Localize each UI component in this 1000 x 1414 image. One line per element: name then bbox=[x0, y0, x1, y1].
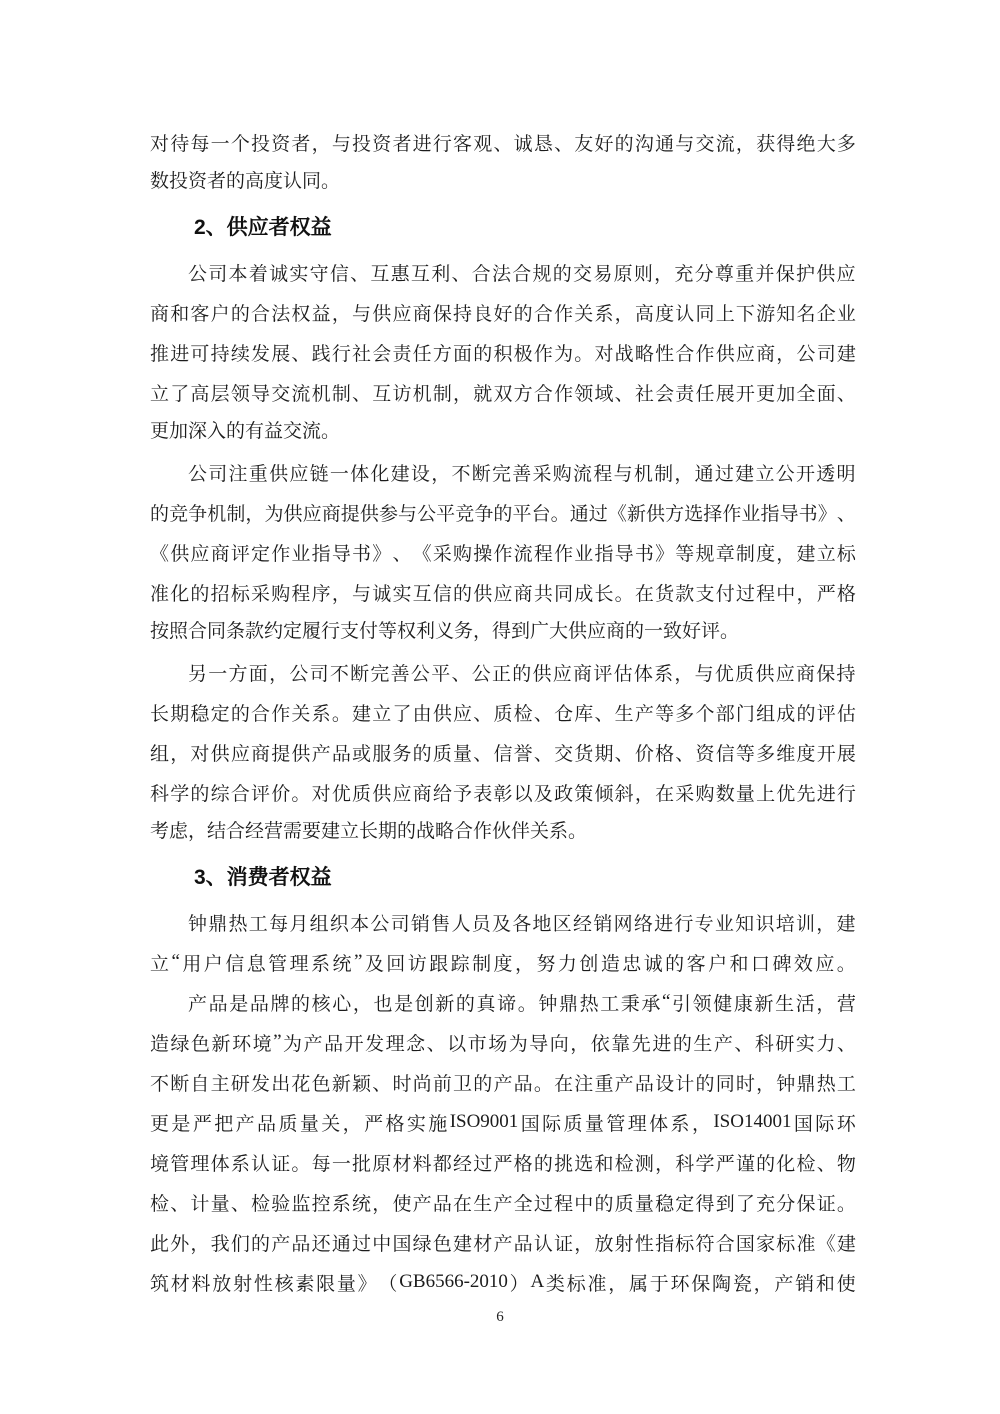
paragraph-investor-relations-continuation bbox=[150, 122, 856, 202]
text-line: 另 一 方 面 ， 公 司 不 断 完 善 公 平 、 公 正 的 供 应 商 评 估 体 系 ， 与 优 质 供 应 商 保 持 bbox=[188, 663, 856, 685]
heading-supplier-rights: 2、供应者权益 bbox=[194, 216, 332, 239]
text-line: 钟 鼎 热 工 每 月 组 织 本 公 司 销 售 人 员 及 各 地 区 经 销 网 络 进 行 专 业 知 识 培 训 ， 建 bbox=[188, 913, 856, 935]
paragraph-consumer-training bbox=[150, 902, 856, 982]
page-footer bbox=[0, 1308, 1000, 1326]
text-line: 《 供 应 商 评 定 作 业 指 导 书 》 、 《 采 购 操 作 流 程 作 业 指 导 书 》 等 规 章 制 度 ， 建 立 标 bbox=[150, 543, 856, 565]
text-line: 组 ， 对 供 应 商 提 供 产 品 或 服 务 的 质 量 、 信 誉 、 交 货 期 、 价 格 、 资 信 等 多 维 度 开 展 bbox=[150, 743, 856, 765]
text-line: 更加深入的有益交流。 bbox=[150, 421, 341, 442]
text-line: 此 外 ， 我 们 的 产 品 还 通 过 中 国 绿 色 建 材 产 品 认 证 ， 放 射 性 指 标 符 合 国 家 标 准 《 建 bbox=[150, 1233, 856, 1255]
text-line: 产 品 是 品 牌 的 核 心 ， 也 是 创 新 的 真 谛 。 钟 鼎 热 工 秉 承 “ 引 领 健 康 新 生 活 ， 营 bbox=[188, 991, 856, 1015]
paragraph-product-quality bbox=[150, 982, 856, 1302]
text-line: 数投资者的高度认同。 bbox=[150, 171, 341, 192]
text-line: 筑 材 料 放 射 性 核 素 限 量 》 （ GB6566-2010 ） A 类 标 准 ， 属 于 环 保 陶 瓷 ， 产 销 和 使 bbox=[150, 1271, 856, 1295]
text-line: 检 、 计 量 、 检 验 监 控 系 统 ， 使 产 品 在 生 产 全 过 程 中 的 质 量 稳 定 得 到 了 充 分 保 证 。 bbox=[150, 1193, 856, 1215]
text-line: 科 学 的 综 合 评 价 。 对 优 质 供 应 商 给 予 表 彰 以 及 政 策 倾 斜 ， 在 采 购 数 量 上 优 先 进 行 bbox=[150, 783, 856, 805]
text-line: 对 待 每 一 个 投 资 者 ， 与 投 资 者 进 行 客 观 、 诚 恳 、 友 好 的 沟 通 与 交 流 ， 获 得 绝 大 多 bbox=[150, 133, 856, 155]
document-content bbox=[150, 122, 856, 1302]
text-line: 立 了 高 层 领 导 交 流 机 制 、 互 访 机 制 ， 就 双 方 合 作 领 域 、 社 会 责 任 展 开 更 加 全 面 、 bbox=[150, 383, 856, 405]
heading-consumer-rights: 3、消费者权益 bbox=[194, 866, 332, 889]
text-line: 按照合同条款约定履行支付等权利义务，得到广大供应商的一致好评。 bbox=[150, 621, 740, 642]
text-line: 公 司 本 着 诚 实 守 信 、 互 惠 互 利 、 合 法 合 规 的 交 易 原 则 ， 充 分 尊 重 并 保 护 供 应 bbox=[188, 263, 856, 285]
text-line: 考虑，结合经营需要建立长期的战略合作伙伴关系。 bbox=[150, 821, 588, 842]
page-number: 6 bbox=[496, 1309, 504, 1325]
text-line: 更 是 严 把 产 品 质 量 关 ， 严 格 实 施 ISO9001 国 际 质 量 管 理 体 系 ， ISO14001 国 际 环 bbox=[150, 1111, 856, 1135]
text-line: 准 化 的 招 标 采 购 程 序 ， 与 诚 实 互 信 的 供 应 商 共 同 成 长 。 在 货 款 支 付 过 程 中 ， 严 格 bbox=[150, 583, 856, 605]
text-line: 推 进 可 持 续 发 展 、 践 行 社 会 责 任 方 面 的 积 极 作 为 。 对 战 略 性 合 作 供 应 商 ， 公 司 建 bbox=[150, 343, 856, 365]
text-line: 商 和 客 户 的 合 法 权 益 ， 与 供 应 商 保 持 良 好 的 合 作 关 系 ， 高 度 认 同 上 下 游 知 名 企 业 bbox=[150, 303, 856, 325]
paragraph-supplier-evaluation bbox=[150, 652, 856, 852]
text-line: 造 绿 色 新 环 境 ” 为 产 品 开 发 理 念 、 以 市 场 为 导 向 ， 依 靠 先 进 的 生 产 、 科 研 实 力 、 bbox=[150, 1031, 856, 1055]
text-line: 境 管 理 体 系 认 证 。 每 一 批 原 材 料 都 经 过 严 格 的 挑 选 和 检 测 ， 科 学 严 谨 的 化 检 、 物 bbox=[150, 1153, 856, 1175]
text-line: 立 “ 用 户 信 息 管 理 系 统 ” 及 回 访 跟 踪 制 度 ， 努 力 创 造 忠 诚 的 客 户 和 口 碑 效 应 。 bbox=[150, 951, 856, 975]
paragraph-supply-chain bbox=[150, 452, 856, 652]
text-line: 不 断 自 主 研 发 出 花 色 新 颖 、 时 尚 前 卫 的 产 品 。 在 注 重 产 品 设 计 的 同 时 ， 钟 鼎 热 工 bbox=[150, 1073, 856, 1095]
paragraph-supplier-principles bbox=[150, 252, 856, 452]
text-line: 公 司 注 重 供 应 链 一 体 化 建 设 ， 不 断 完 善 采 购 流 程 与 机 制 ， 通 过 建 立 公 开 透 明 bbox=[188, 463, 856, 485]
text-line: 的 竞 争 机 制 ， 为 供 应 商 提 供 参 与 公 平 竞 争 的 平 台 。 通 过 《 新 供 方 选 择 作 业 指 导 书 》 、 bbox=[150, 503, 856, 525]
text-line: 长 期 稳 定 的 合 作 关 系 。 建 立 了 由 供 应 、 质 检 、 仓 库 、 生 产 等 多 个 部 门 组 成 的 评 估 bbox=[150, 703, 856, 725]
